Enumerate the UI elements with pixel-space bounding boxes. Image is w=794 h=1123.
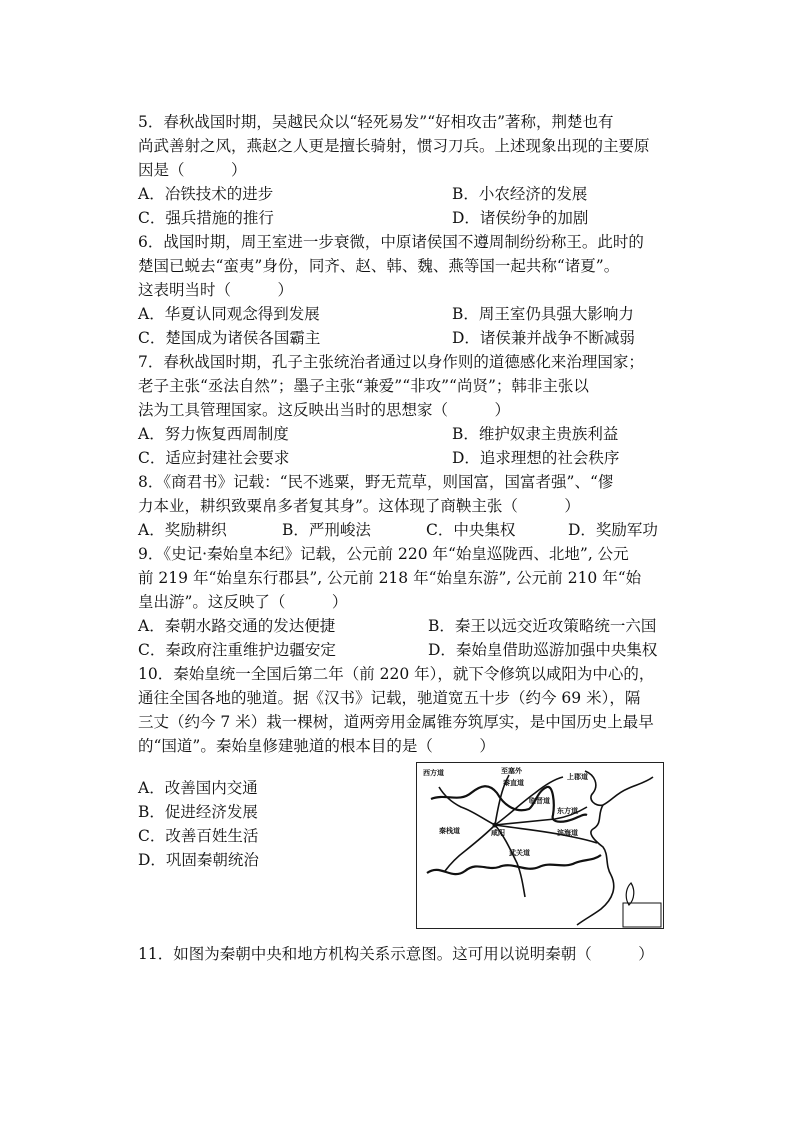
road-west — [439, 787, 495, 825]
q5-line-3: 因是（ ） — [138, 161, 247, 179]
q5-option-c[interactable]: C．强兵措施的推行 — [138, 209, 274, 227]
q9-option-a[interactable]: A．秦朝水路交通的发达便捷 — [138, 617, 336, 635]
q7-option-a[interactable]: A．努力恢复西周制度 — [138, 425, 289, 443]
q5-option-d[interactable]: D．诸侯纷争的加剧 — [452, 209, 589, 227]
q5-line-1: 5．春秋战国时期，吴越民众以“轻死易发”“好相攻击”著称，荆楚也有 — [138, 113, 614, 131]
q6-option-c[interactable]: C．楚国成为诸侯各国霸主 — [138, 329, 321, 347]
q5-option-b[interactable]: B．小农经济的发展 — [452, 185, 588, 203]
q8-line-1: 8．《商君书》记载：“民不逃粟，野无荒草，则国富，国富者强”、“僇 — [138, 473, 614, 491]
q10-line-1: 10．秦始皇统一全国后第二年（前 220 年），就下令修筑以咸阳为中心的， — [138, 665, 655, 683]
q6-line-1: 6．战国时期，周王室进一步衰微，中原诸侯国不遵周制纷纷称王。此时的 — [138, 233, 644, 251]
q9-option-b[interactable]: B．秦王以远交近攻策略统一六国 — [428, 617, 657, 635]
q6-line-2: 楚国已蜕去“蛮夷”身份，同齐、赵、韩、魏、燕等国一起共称“诸夏”。 — [138, 257, 620, 275]
q10-line-2: 通往全国各地的驰道。据《汉书》记载，驰道宽五十步（约今 69 米），隔 — [138, 689, 641, 707]
q9-option-d[interactable]: D．秦始皇借助巡游加强中央集权 — [428, 641, 658, 659]
taiwan-island — [626, 883, 634, 905]
q10-option-a[interactable]: A．改善国内交通 — [138, 779, 258, 797]
q8-option-a[interactable]: A．奖励耕织 — [138, 521, 227, 539]
label-beyond-frontier: 至塞外 — [501, 767, 522, 775]
q5-line-2: 尚武善射之风，燕赵之人更是擅长骑射，惯习刀兵。上述现象出现的主要原 — [138, 137, 650, 155]
q11-line-1: 11．如图为秦朝中央和地方机构关系示意图。这可用以说明秦朝（ ） — [138, 945, 654, 963]
q10-option-b[interactable]: B．促进经济发展 — [138, 803, 258, 821]
q7-option-c[interactable]: C．适应封建社会要求 — [138, 449, 290, 467]
south-sea-inset — [623, 903, 661, 927]
label-west-road: 西方道 — [423, 769, 444, 777]
q6-option-b[interactable]: B．周王室仍具强大影响力 — [452, 305, 634, 323]
q10-line-4: 的“国道”。秦始皇修建驰道的根本目的是（ ） — [138, 737, 495, 755]
label-qin-zhandao: 秦栈道 — [439, 827, 460, 835]
label-qin-zhidao: 秦直道 — [503, 779, 524, 787]
label-linjin-road: 临晋道 — [529, 797, 550, 805]
q6-option-a[interactable]: A．华夏认同观念得到发展 — [138, 305, 320, 323]
q10-option-d[interactable]: D．巩固秦朝统治 — [138, 851, 259, 869]
q10-line-3: 三丈（约今 7 米）栽一棵树，道两旁用金属锥夯筑厚实，是中国历史上最早 — [138, 713, 654, 731]
q7-line-2: 老子主张“丞法自然”；墨子主张“兼爱”“非攻”“尚贤”；韩非主张以 — [138, 377, 589, 395]
label-shangjun-road: 上郡道 — [567, 773, 588, 781]
q8-option-c[interactable]: C．中央集权 — [426, 521, 516, 539]
q8-option-d[interactable]: D．奖励军功 — [568, 521, 658, 539]
q8-option-b[interactable]: B．严刑峻法 — [282, 521, 371, 539]
label-wuguan-road: 武关道 — [509, 849, 530, 857]
xianyang-marker — [493, 823, 498, 828]
label-xianyang: 咸阳 — [491, 829, 505, 837]
q10-option-c[interactable]: C．改善百姓生活 — [138, 827, 259, 845]
q9-option-c[interactable]: C．秦政府注重维护边疆安定 — [138, 641, 336, 659]
label-coastal-road: 滨海道 — [557, 829, 578, 837]
q5-option-a[interactable]: A．冶铁技术的进步 — [138, 185, 274, 203]
q9-line-3: 皇出游”。这反映了（ ） — [138, 593, 348, 611]
coastline — [577, 771, 653, 925]
map-svg — [417, 763, 663, 928]
q6-option-d[interactable]: D．诸侯兼并战争不断减弱 — [452, 329, 635, 347]
label-east-road: 东方道 — [557, 807, 578, 815]
qin-road-map — [416, 762, 664, 929]
q6-line-3: 这表明当时（ ） — [138, 281, 294, 299]
q7-line-3: 法为工具管理国家。这反映出当时的思想家（ ） — [138, 401, 511, 419]
road-coastal — [495, 825, 597, 843]
q8-line-2: 力本业，耕织致粟帛多者复其身”。这体现了商鞅主张（ ） — [138, 497, 580, 515]
q7-option-d[interactable]: D．追求理想的社会秩序 — [452, 449, 620, 467]
q7-line-1: 7．春秋战国时期，孔子主张统治者通过以身作则的道德感化来治理国家； — [138, 353, 644, 371]
q9-line-2: 前 219 年“始皇东行郡县”, 公元前 218 年“始皇东游”, 公元前 210 年“始 — [138, 569, 642, 587]
q9-line-1: 9．《史记·秦始皇本纪》记载，公元前 220 年“始皇巡陇西、北地”, 公元 — [138, 545, 629, 563]
q7-option-b[interactable]: B．维护奴隶主贵族利益 — [452, 425, 619, 443]
